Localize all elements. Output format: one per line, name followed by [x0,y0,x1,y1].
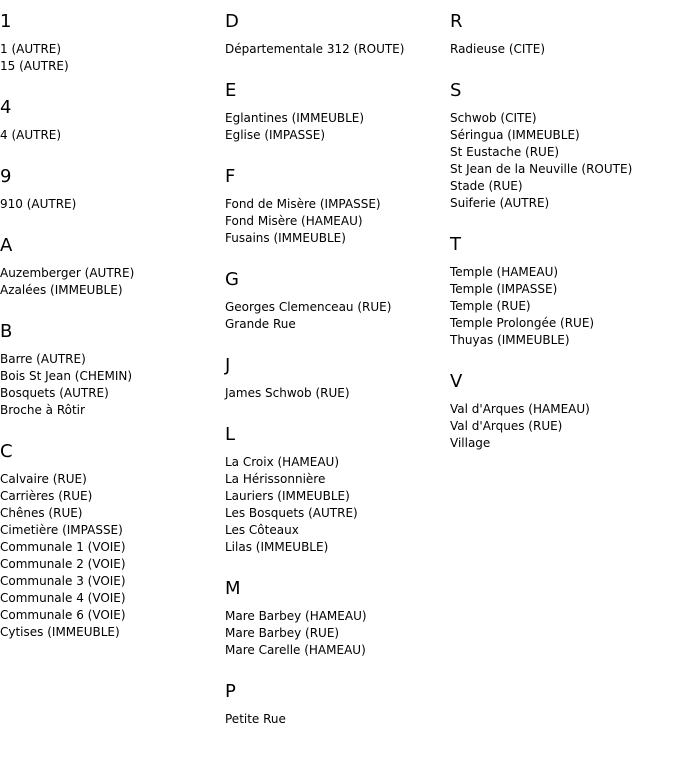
street-link[interactable]: Séringua (IMMEUBLE) [450,128,580,142]
letter-heading: L [225,424,236,445]
street-list [0,351,225,419]
street-link[interactable]: Temple Prolongée (RUE) [450,316,595,330]
letter-group [225,269,450,333]
street-index-column-3 [450,0,675,474]
street-link[interactable]: Calvaire (RUE) [0,472,87,486]
letter-heading: 1 [0,11,12,32]
street-link[interactable]: Communale 1 (VOIE) [0,540,126,554]
street-link[interactable]: Bois St Jean (CHEMIN) [0,369,133,383]
street-link[interactable]: Auzemberger (AUTRE) [0,266,135,280]
letter-group [0,441,225,641]
street-link[interactable]: Fusains (IMMEUBLE) [225,231,346,245]
letter-group [0,97,225,144]
letter-heading: M [225,578,241,599]
street-link[interactable]: Georges Clemenceau (RUE) [225,300,392,314]
street-link[interactable]: Mare Barbey (HAMEAU) [225,609,367,623]
letter-heading: B [0,321,13,342]
street-link[interactable]: Fond Misère (HAMEAU) [225,214,363,228]
street-link[interactable]: Communale 2 (VOIE) [0,557,126,571]
street-link[interactable]: Barre (AUTRE) [0,352,86,366]
letter-group [0,235,225,299]
street-list [0,265,225,299]
street-link[interactable]: James Schwob (RUE) [225,386,350,400]
street-list [0,471,225,641]
street-link[interactable]: Carrières (RUE) [0,489,93,503]
letter-group [0,166,225,213]
street-link[interactable]: Val d'Arques (RUE) [450,419,563,433]
letter-heading: C [0,441,13,462]
letter-heading: R [450,11,463,32]
street-link[interactable]: 15 (AUTRE) [0,59,69,73]
letter-group [0,321,225,419]
street-link[interactable]: 910 (AUTRE) [0,197,77,211]
street-link[interactable]: Départementale 312 (ROUTE) [225,42,405,56]
letter-heading: S [450,80,462,101]
street-link[interactable]: Communale 6 (VOIE) [0,608,126,622]
street-list [225,454,450,556]
street-link[interactable]: Temple (RUE) [450,299,531,313]
street-link[interactable]: 1 (AUTRE) [0,42,62,56]
letter-group [225,166,450,247]
street-list [0,41,225,75]
letter-group [450,234,675,349]
letter-heading: 4 [0,97,12,118]
letter-group [450,371,675,452]
street-link[interactable]: Cimetière (IMPASSE) [0,523,123,537]
street-list [225,41,450,58]
street-list [450,264,675,349]
street-link[interactable]: Petite Rue [225,712,286,726]
street-link[interactable]: Mare Barbey (RUE) [225,626,340,640]
letter-heading: 9 [0,166,12,187]
street-link[interactable]: Radieuse (CITE) [450,42,546,56]
street-list [225,110,450,144]
street-list [0,196,225,213]
street-link[interactable]: Temple (HAMEAU) [450,265,559,279]
street-link[interactable]: St Eustache (RUE) [450,145,560,159]
letter-group [225,424,450,556]
street-link[interactable]: Les Bosquets (AUTRE) [225,506,358,520]
street-list [0,127,225,144]
letter-heading: V [450,371,463,392]
letter-heading: J [225,355,231,376]
street-list [450,110,675,212]
street-list [450,401,675,452]
street-list [225,385,450,402]
street-link[interactable]: Eglise (IMPASSE) [225,128,326,142]
street-link[interactable]: Fond de Misère (IMPASSE) [225,197,381,211]
letter-group [0,11,225,75]
street-list [225,196,450,247]
street-link[interactable]: Schwob (CITE) [450,111,537,125]
street-link[interactable]: Lilas (IMMEUBLE) [225,540,329,554]
street-link[interactable]: Thuyas (IMMEUBLE) [450,333,570,347]
street-link[interactable]: Lauriers (IMMEUBLE) [225,489,350,503]
letter-group [225,355,450,402]
street-link[interactable]: Azalées (IMMEUBLE) [0,283,123,297]
street-link[interactable]: Eglantines (IMMEUBLE) [225,111,365,125]
letter-heading: T [450,234,461,255]
street-link[interactable]: Communale 4 (VOIE) [0,591,126,605]
letter-heading: G [225,269,239,290]
street-link[interactable]: Village [450,436,491,450]
street-link[interactable]: Suiferie (AUTRE) [450,196,550,210]
letter-group [450,11,675,58]
street-link[interactable]: Communale 3 (VOIE) [0,574,126,588]
street-link[interactable]: Broche à Rôtir [0,403,85,417]
letter-group [225,578,450,659]
letter-group [225,11,450,58]
letter-group [225,681,450,728]
letter-group [450,80,675,212]
street-link[interactable]: Bosquets (AUTRE) [0,386,109,400]
street-link[interactable]: La Croix (HAMEAU) [225,455,340,469]
letter-heading: D [225,11,239,32]
letter-group [225,80,450,144]
street-link[interactable]: St Jean de la Neuville (ROUTE) [450,162,633,176]
street-list [225,299,450,333]
street-link[interactable]: 4 (AUTRE) [0,128,62,142]
street-link[interactable]: Temple (IMPASSE) [450,282,558,296]
street-index-column-2 [225,0,450,750]
letter-heading: P [225,681,236,702]
street-link[interactable]: Stade (RUE) [450,179,523,193]
street-list [450,41,675,58]
street-link[interactable]: Mare Carelle (HAMEAU) [225,643,366,657]
street-link[interactable]: Chênes (RUE) [0,506,83,520]
letter-heading: E [225,80,237,101]
street-link[interactable]: Cytises (IMMEUBLE) [0,625,120,639]
street-link[interactable]: Les Côteaux [225,523,299,537]
letter-heading: F [225,166,236,187]
letter-heading: A [0,235,13,256]
street-link[interactable]: Val d'Arques (HAMEAU) [450,402,590,416]
street-link[interactable]: Grande Rue [225,317,296,331]
street-list [225,608,450,659]
street-link[interactable]: La Hérissonnière [225,472,326,486]
street-index-column-1 [0,0,225,663]
street-list [225,711,450,728]
